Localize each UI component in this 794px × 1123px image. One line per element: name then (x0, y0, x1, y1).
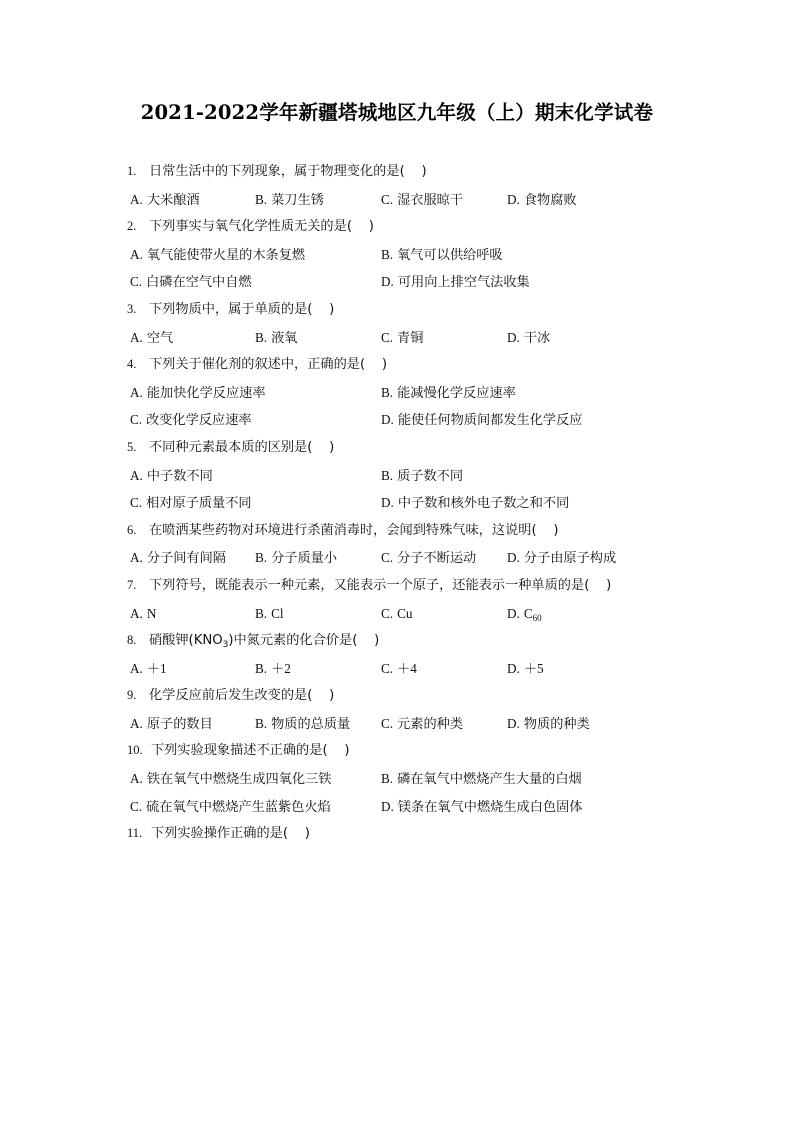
answer-blank: ( ) (307, 688, 335, 704)
option-c: C. 相对原子质量不同 (130, 495, 252, 512)
question-number: 10. (127, 743, 143, 758)
options-row (127, 268, 687, 296)
option-a: A. 能加快化学反应速率 (130, 384, 266, 401)
options-row (127, 241, 687, 269)
question-text: 下列物质中，属于单质的是 (149, 301, 308, 317)
question-stem (127, 434, 687, 462)
answer-blank: ( ) (352, 633, 380, 649)
option-a: A. 大米酿酒 (130, 191, 200, 208)
option-a: A. 中子数不同 (130, 467, 213, 484)
question-3 (127, 296, 687, 351)
options-row (127, 793, 687, 821)
question-stem (127, 296, 687, 324)
question-number: 7. (127, 577, 137, 592)
option-b: B. 磷在氧气中燃烧产生大量的白烟 (381, 771, 582, 788)
question-text: 下列实验现象描述不正确的是 (151, 743, 323, 759)
option-b: B. 液氧 (255, 329, 298, 346)
exam-title: 2021-2022学年新疆塔城地区九年级（上）期末化学试卷 (140, 101, 654, 124)
option-d: D. 食物腐败 (507, 191, 577, 208)
question-stem (127, 351, 687, 379)
option-d: D. 可用向上排空气法收集 (381, 274, 530, 291)
question-text: 硝酸钾$(KNO_3)$中氮元素的化合价是 (149, 633, 353, 651)
option-b: B. 质子数不同 (381, 467, 464, 484)
option-a: A. 空气 (130, 329, 174, 346)
answer-blank: ( ) (584, 577, 612, 593)
option-d: D. ＋5 (507, 660, 544, 676)
question-list (127, 158, 687, 848)
answer-blank: ( ) (282, 826, 310, 842)
question-text: 在喷洒某些药物对环境进行杀菌消毒时，会闻到特殊气味，这说明 (149, 522, 532, 538)
option-a: A. ＋1 (130, 660, 167, 676)
question-text: 不同种元素最本质的区别是 (149, 439, 308, 455)
answer-blank: ( ) (531, 522, 559, 538)
options-row (127, 406, 687, 434)
question-8 (127, 627, 687, 682)
option-b: B. Cl (255, 605, 284, 621)
question-text: 下列关于催化剂的叙述中，正确的是 (149, 357, 360, 373)
question-1 (127, 158, 687, 213)
question-text: 日常生活中的下列现象，属于物理变化的是 (149, 164, 400, 179)
question-number: 4. (127, 357, 137, 372)
options-row (127, 544, 687, 572)
question-5 (127, 434, 687, 517)
options-row (127, 655, 687, 683)
question-stem (127, 682, 687, 710)
option-c: C. ＋4 (381, 660, 417, 676)
options-row (127, 324, 687, 352)
option-c: C. 元素的种类 (381, 715, 464, 732)
option-a: A. 氧气能使带火星的木条复燃 (130, 246, 306, 263)
question-number: 5. (127, 439, 137, 454)
question-6 (127, 517, 687, 572)
options-row (127, 765, 687, 793)
question-stem (127, 213, 687, 241)
option-c: C. Cu (381, 605, 413, 621)
options-row (127, 186, 687, 214)
question-number: 3. (127, 301, 137, 316)
options-row (127, 489, 687, 517)
option-d: D. 镁条在氧气中燃烧生成白色固体 (381, 798, 583, 815)
options-row (127, 379, 687, 407)
question-number: 6. (127, 522, 137, 537)
question-number: 2. (127, 219, 137, 234)
question-number: 1. (127, 164, 137, 178)
options-row (127, 462, 687, 490)
question-text: 下列实验操作正确的是 (151, 826, 283, 842)
option-d: D. 物质的种类 (507, 715, 590, 732)
option-b: B. 能减慢化学反应速率 (381, 384, 516, 401)
question-11 (127, 820, 687, 848)
subscript: 60 (532, 612, 542, 623)
question-9 (127, 682, 687, 737)
option-a: A. 铁在氧气中燃烧生成四氧化三铁 (130, 771, 332, 788)
answer-blank: ( ) (360, 357, 388, 373)
question-text: 下列事实与氧气化学性质无关的是 (149, 219, 347, 235)
answer-blank: ( ) (307, 301, 335, 317)
question-stem (127, 627, 687, 655)
answer-blank: ( ) (399, 164, 427, 179)
option-c: C. 白磷在空气中自燃 (130, 274, 252, 291)
question-number: 11. (127, 826, 143, 841)
option-d: D. 干冰 (507, 329, 551, 346)
option-b: B. 菜刀生锈 (255, 191, 324, 208)
question-2 (127, 213, 687, 296)
option-c: C. 分子不断运动 (381, 550, 477, 567)
option-a: A. N (130, 605, 157, 621)
option-c: C. 湿衣服晾干 (381, 191, 464, 208)
option-b: B. 分子质量小 (255, 550, 338, 567)
question-10 (127, 737, 687, 820)
question-stem (127, 158, 687, 186)
option-a: A. 分子间有间隔 (130, 550, 226, 567)
options-row (127, 600, 687, 628)
question-stem (127, 517, 687, 545)
subscript: 3 (222, 640, 229, 651)
question-7 (127, 572, 687, 627)
question-number: 8. (127, 633, 137, 648)
option-d: D. 能使任何物质间都发生化学反应 (381, 412, 583, 429)
option-b: B. 物质的总质量 (255, 715, 351, 732)
question-text: 化学反应前后发生改变的是 (149, 688, 308, 704)
question-text: 下列符号，既能表示一种元素，又能表示一个原子，还能表示一种单质的是 (149, 577, 585, 593)
option-c: C. 改变化学反应速率 (130, 412, 252, 429)
question-stem (127, 572, 687, 600)
answer-blank: ( ) (322, 743, 350, 759)
options-row (127, 710, 687, 738)
question-stem (127, 737, 687, 765)
option-c: C. 青铜 (381, 329, 424, 346)
answer-blank: ( ) (346, 219, 374, 235)
question-stem (127, 820, 687, 848)
option-c: C. 硫在氧气中燃烧产生蓝紫色火焰 (130, 798, 331, 815)
question-number: 9. (127, 688, 137, 703)
option-d: D. $C_{60}$ (507, 605, 542, 623)
question-4 (127, 351, 687, 434)
option-d: D. 中子数和核外电子数之和不同 (381, 495, 570, 512)
option-b: B. 氧气可以供给呼吸 (381, 246, 503, 263)
answer-blank: ( ) (307, 439, 335, 455)
option-d: D. 分子由原子构成 (507, 550, 617, 567)
option-b: B. ＋2 (255, 660, 291, 676)
option-a: A. 原子的数目 (130, 715, 213, 732)
